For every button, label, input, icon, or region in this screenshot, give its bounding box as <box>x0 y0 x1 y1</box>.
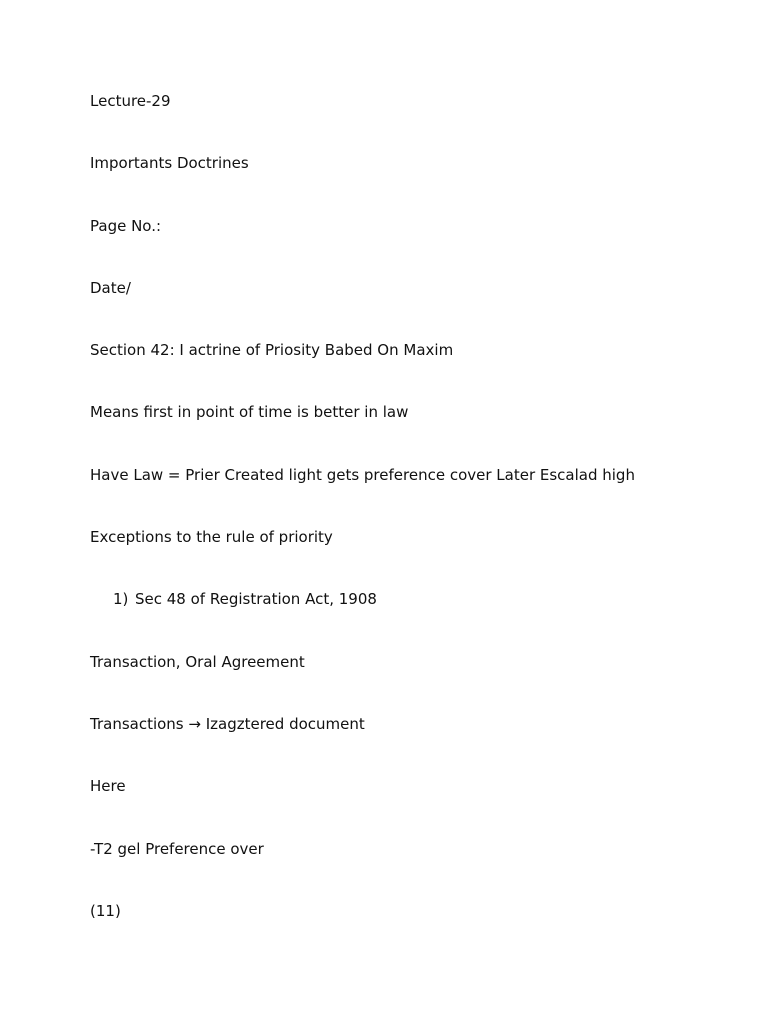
list-marker: 1) <box>113 590 129 609</box>
law-note: Have Law = Prier Created light gets preference cover Later Escalad high <box>90 465 635 484</box>
document-page <box>90 90 750 962</box>
exceptions-heading: Exceptions to the rule of priority <box>90 528 333 547</box>
date-label: Date/ <box>90 278 131 297</box>
lecture-number: Lecture-29 <box>90 92 171 110</box>
list-item-text: Sec 48 of Registration Act, 1908 <box>135 590 377 609</box>
doctrine-meaning: Means first in point of time is better in law <box>90 403 409 422</box>
lecture-title: Importants Doctrines <box>90 154 249 173</box>
page-number-label: Page No.: <box>90 216 162 235</box>
item-number: (11) <box>90 901 121 920</box>
transaction-registered: Transactions → Izagztered document <box>90 714 365 733</box>
preference-note: -T2 gel Preference over <box>90 839 264 858</box>
exception-list-item <box>90 588 750 650</box>
here-note: Here <box>90 777 126 796</box>
transaction-oral: Transaction, Oral Agreement <box>90 652 305 671</box>
section-heading: Section 42: I actrine of Priosity Babed On Maxim <box>90 341 454 360</box>
